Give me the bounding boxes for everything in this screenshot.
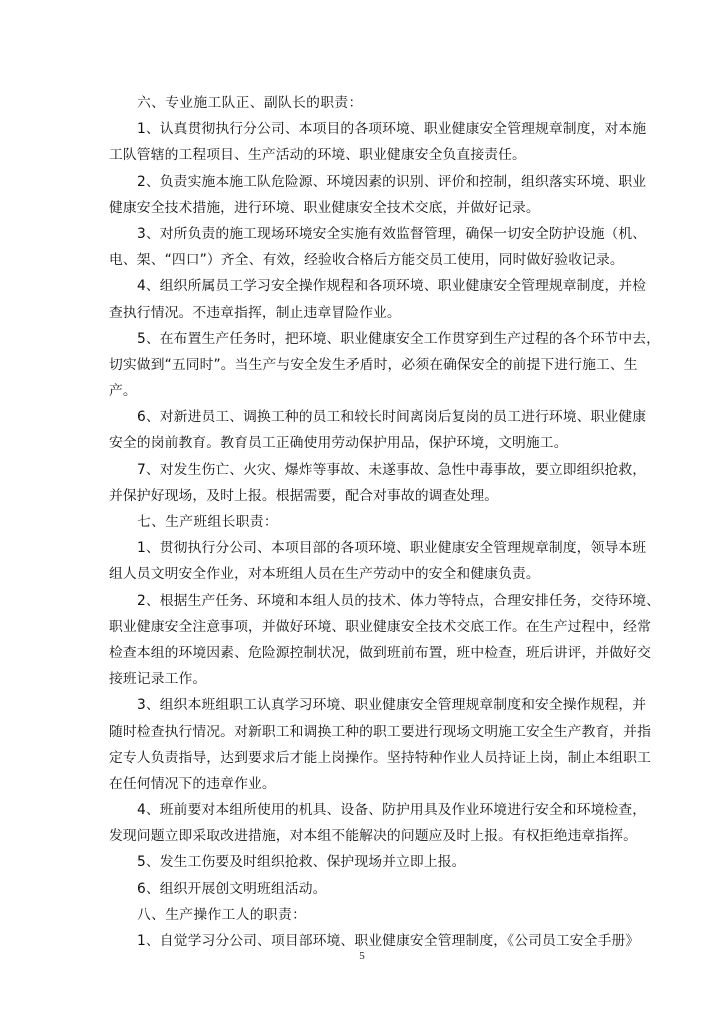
paragraph-first-line: 7、对发生伤亡、火灾、爆炸等事故、未遂事故、急性中毒事故，要立即组织抢救， [137,461,647,478]
paragraph-line: 健康安全技术措施，进行环境、职业健康安全技术交底，并做好记录。 [109,199,540,216]
paragraph-line: 电、架、“四口”）齐全、有效，经验收合格后方能交员工使用，同时做好验收记录。 [109,252,624,269]
paragraph-line: 产。 [109,383,137,400]
paragraph-line: 组人员文明安全作业，对本班组人员在生产劳动中的安全和健康负责。 [109,566,540,583]
paragraph-line: 在任何情况下的违章作业。 [109,775,276,792]
paragraph-line: 职业健康安全注意事项，并做好环境、职业健康安全技术交底工作。在生产过程中，经常 [109,618,651,635]
paragraph-first-line: 1、自觉学习分公司、项目部环境、职业健康安全管理制度，《公司员工安全手册》 [137,933,640,949]
paragraph-first-line: 5、发生工伤要及时组织抢救、保护现场并立即上报。 [137,854,466,871]
paragraph-first-line: 5、在布置生产任务时，把环境、职业健康安全工作贯穿到生产过程的各个环节中去， [137,330,661,347]
paragraph-line: 发现问题立即采取改进措施，对本组不能解决的问题应及时上报。有权拒绝违章指挥。 [109,828,638,845]
paragraph-first-line: 6、对新进员工、调换工种的员工和较长时间离岗后复岗的员工进行环境、职业健康 [137,409,647,426]
page-number: 5 [359,950,365,962]
section-heading: 六、专业施工队正、副队长的职责： [137,95,363,111]
paragraph-first-line: 4、班前要对本组所使用的机具、设备、防护用具及作业环境进行安全和环境检查， [137,802,647,819]
document-body [109,90,661,954]
paragraph-line: 并保护好现场，及时上报。根据需要，配合对事故的调查处理。 [109,487,499,504]
paragraph-line: 查执行情况。不违章指挥，制止违章冒险作业。 [109,304,401,321]
paragraph-line: 接班记录工作。 [109,671,207,688]
paragraph-first-line: 1、贯彻执行分公司、本项目部的各项环境、职业健康安全管理规章制度，领导本班 [137,540,647,557]
section-heading: 七、生产班组长职责： [137,514,278,530]
paragraph-first-line: 1、认真贯彻执行分公司、本项目的各项环境、职业健康安全管理规章制度，对本施 [137,121,647,138]
paragraph-line: 检查本组的环境因素、危险源控制状况，做到班前布置，班中检查，班后讲评，并做好交 [109,644,651,661]
paragraph-first-line: 3、组织本班组职工认真学习环境、职业健康安全管理规章制度和安全操作规程，并 [137,697,647,714]
paragraph-first-line: 4、组织所属员工学习安全操作规程和各项环境、职业健康安全管理规章制度，并检 [137,278,647,295]
paragraph-first-line: 3、对所负责的施工现场环境安全实施有效监督管理，确保一切安全防护设施（机、 [137,225,647,242]
paragraph-line: 工队管辖的工程项目、生产活动的环境、职业健康安全负直接责任。 [109,147,526,164]
paragraph-line: 随时检查执行情况。对新职工和调换工种的职工要进行现场文明施工安全生产教育，并指 [109,723,651,740]
paragraph-first-line: 6、组织开展创文明班组活动。 [137,880,327,897]
paragraph-line: 安全的岗前教育。教育员工正确使用劳动保护用品，保护环境，文明施工。 [109,435,568,452]
paragraph-line: 定专人负责指导，达到要求后才能上岗操作。坚持特种作业人员持证上岗，制止本组职工 [109,749,651,766]
section-heading: 八、生产操作工人的职责： [137,906,307,923]
paragraph-line: 切实做到“五同时”。当生产与安全发生矛盾时，必须在确保安全的前提下进行施工、生 [109,356,638,373]
paragraph-first-line: 2、负责实施本施工队危险源、环境因素的识别、评价和控制，组织落实环境、职业 [137,173,647,190]
paragraph-first-line: 2、根据生产任务、环境和本组人员的技术、体力等特点，合理安排任务，交待环境、 [137,592,661,609]
